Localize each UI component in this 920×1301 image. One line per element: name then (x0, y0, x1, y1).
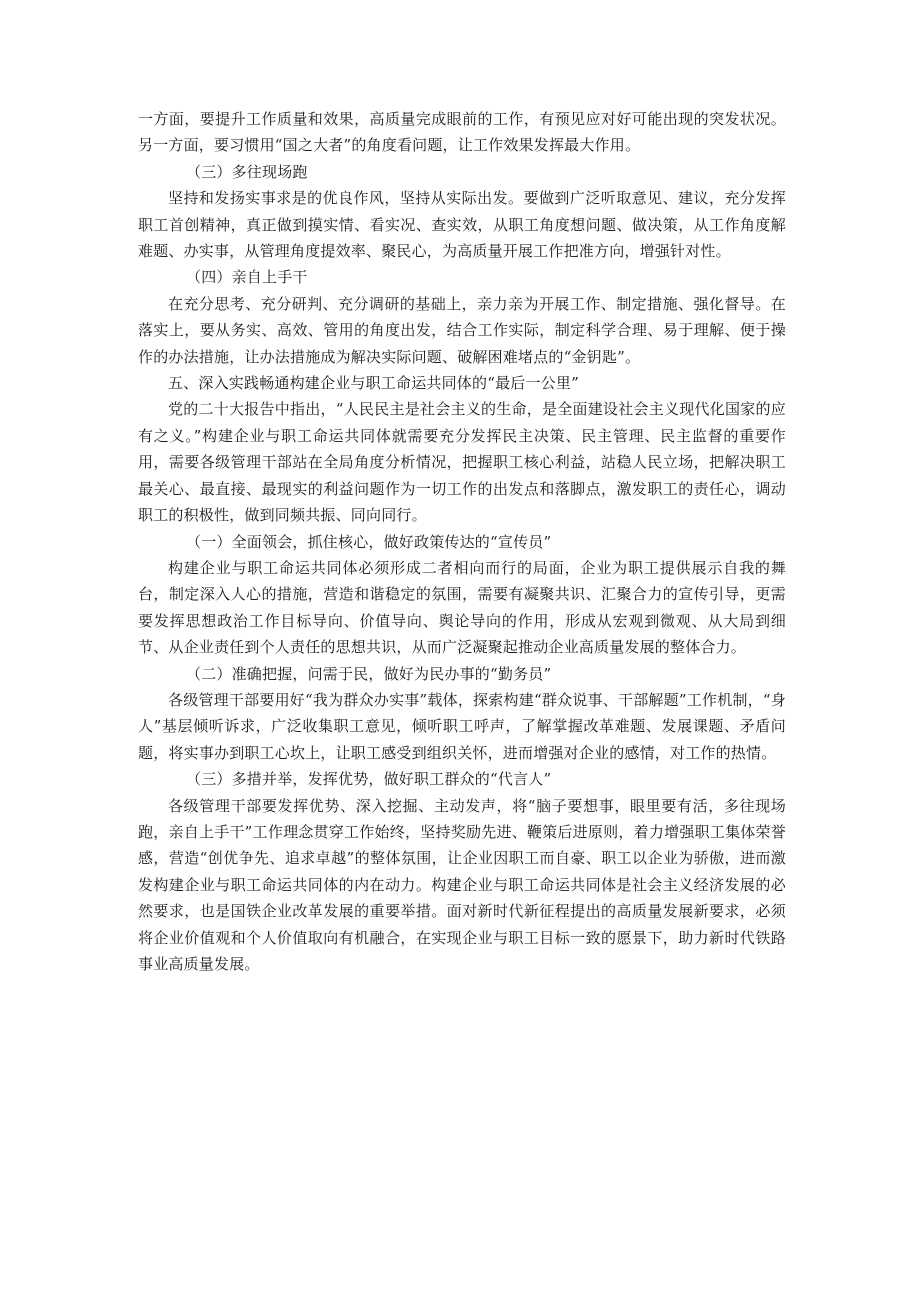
paragraph-3-4: 在充分思考、充分研判、充分调研的基础上，亲力亲为开展工作、制定措施、强化督导。在落实上，要从务实、高效、管用的角度出发，结合工作实际，制定科学合理、易于理解、便于操作的办法措施，让办法措施成为解决实际问题、破解困难堵点的“金钥匙”。 (138, 294, 786, 366)
paragraph-5: 党的二十大报告中指出，“人民民主是社会主义的生命，是全面建设社会主义现代化国家的应有之义。”构建企业与职工命运共同体就需要充分发挥民主决策、民主管理、民主监督的重要作用，需要各级管理干部站在全局角度分析情况，把握职工核心利益，站稳人民立场，把解决职工最关心、最直接、最现实的利益问题作为一切工作的出发点和落脚点，激发职工的责任心，调动职工的积极性，做到同频共振、同向同行。 (138, 400, 786, 525)
subheading-5-2: （二）准确把握，问需于民，做好为民办事的“勤务员” (186, 664, 552, 683)
document-body (138, 106, 786, 977)
subheading-5-3: （三）多措并举，发挥优势，做好职工群众的“代言人” (186, 770, 552, 789)
paragraph-3-3: 坚持和发扬实事求是的优良作风，坚持从实际出发。要做到广泛听取意见、建议，充分发挥职工首创精神，真正做到摸实情、看实况、查实效，从职工角度想问题、做决策，从工作角度解难题、办实事，从管理角度提效率、聚民心，为高质量开展工作把准方向，增强针对性。 (138, 189, 786, 261)
subheading-3-3: （三）多往现场跑 (186, 162, 308, 181)
paragraph-5-2: 各级管理干部要用好“我为群众办实事”载体，探索构建“群众说事、干部解题”工作机制，“身人”基层倾听诉求，广泛收集职工意见，倾听职工呼声，了解掌握改革难题、发展课题、矛盾问题，将实事办到职工心坎上，让职工感受到组织关怀，进而增强对企业的感情，对工作的热情。 (138, 690, 786, 762)
paragraph-5-1: 构建企业与职工命运共同体必须形成二者相向而行的局面，企业为职工提供展示自我的舞台，制定深入人心的措施，营造和谐稳定的氛围，需要有凝聚共识、汇聚合力的宣传引导，更需要发挥思想政治工作目标导向、价值导向、舆论导向的作用，形成从宏观到微观、从大局到细节、从企业责任到个人责任的思想共识，从而广泛凝聚起推动企业高质量发展的整体合力。 (138, 558, 786, 657)
section-heading-5: 五、深入实践畅通构建企业与职工命运共同体的“最后一公里” (168, 374, 579, 393)
subheading-3-4: （四）亲自上手干 (186, 268, 308, 287)
paragraph-intro: 一方面，要提升工作质量和效果，高质量完成眼前的工作，有预见应对好可能出现的突发状况。另一方面，要习惯用“国之大者”的角度看问题，让工作效果发挥最大作用。 (138, 110, 786, 155)
subheading-5-1: （一）全面领会，抓住核心，做好政策传达的“宣传员” (186, 532, 552, 551)
paragraph-5-3: 各级管理干部要发挥优势、深入挖掘、主动发声，将“脑子要想事，眼里要有活，多往现场跑，亲自上手干”工作理念贯穿工作始终，坚持奖励先进、鞭策后进原则，着力增强职工集体荣誉感，营造“创优争先、追求卓越”的整体氛围，让企业因职工而自豪、职工以企业为骄傲，进而激发构建企业与职工命运共同体的内在动力。构建企业与职工命运共同体是社会主义经济发展的必然要求，也是国铁企业改革发展的重要举措。面对新时代新征程提出的高质量发展新要求，必须将企业价值观和个人价值取向有机融合，在实现企业与职工目标一致的愿景下，助力新时代铁路事业高质量发展。 (138, 796, 786, 973)
